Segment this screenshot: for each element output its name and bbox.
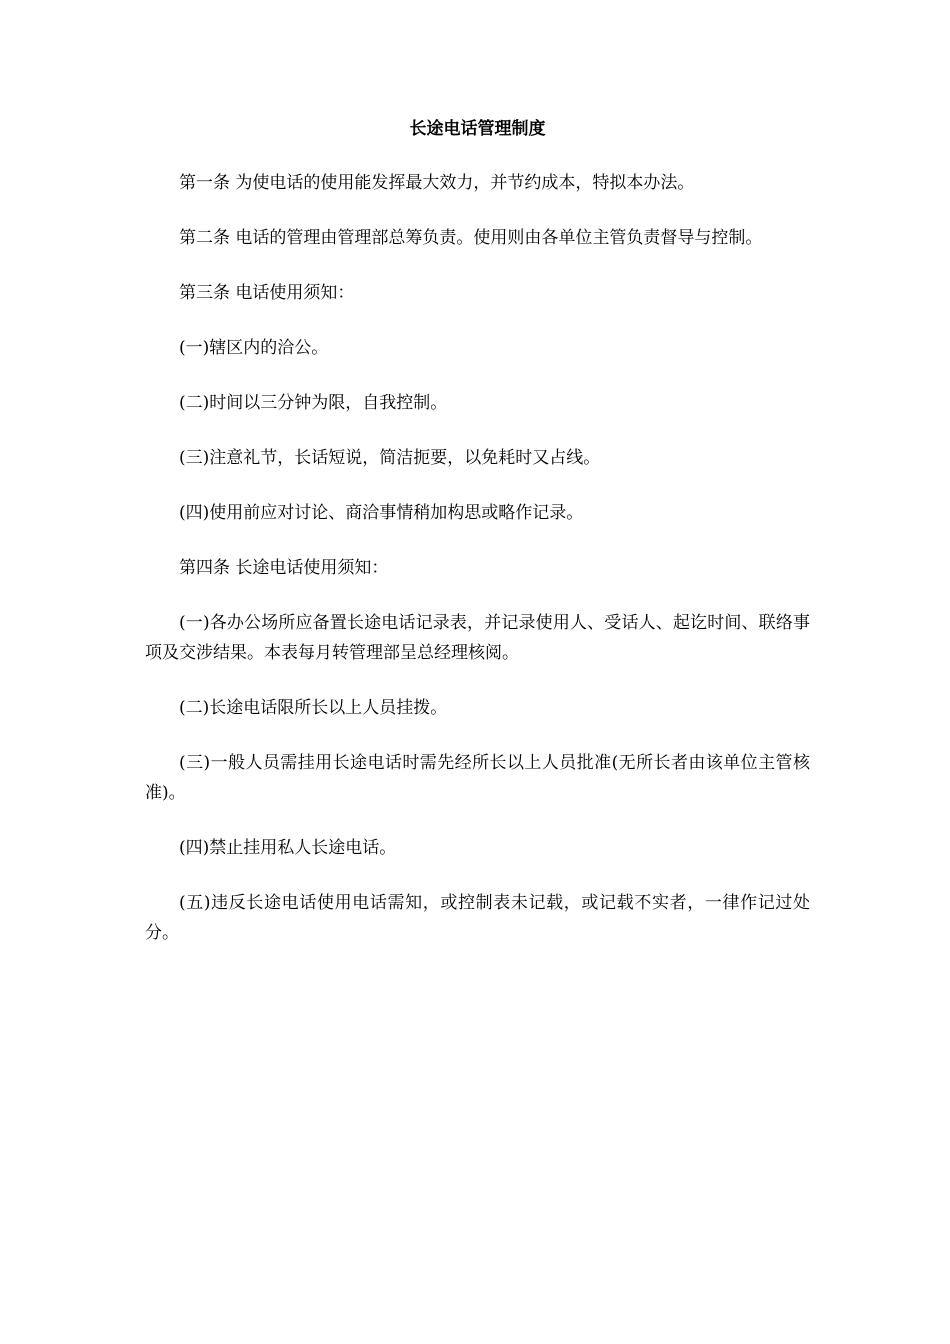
article-4-item-5: (五)违反长途电话使用电话需知，或控制表未记载，或记载不实者，一律作记过处分。 bbox=[145, 893, 810, 943]
article-4-item-3: (三)一般人员需挂用长途电话时需先经所长以上人员批准(无所长者由该单位主管核准)。 bbox=[145, 753, 810, 803]
article-3-item-4: (四)使用前应对讨论、商洽事情稍加构思或略作记录。 bbox=[179, 503, 584, 523]
article-4-item-2: (二)长途电话限所长以上人员挂拨。 bbox=[179, 698, 448, 718]
article-3-heading: 第三条 电话使用须知： bbox=[179, 283, 355, 303]
article-4-item-1: (一)各办公场所应备置长途电话记录表，并记录使用人、受话人、起讫时间、联络事项及交涉结果。本表每月转管理部呈总经理核阅。 bbox=[145, 613, 810, 663]
article-4-item-4: (四)禁止挂用私人长途电话。 bbox=[179, 838, 397, 858]
article-3-item-3: (三)注意礼节，长话短说，简洁扼要，以免耗时又占线。 bbox=[179, 448, 601, 468]
article-2: 第二条 电话的管理由管理部总筹负责。使用则由各单位主管负责督导与控制。 bbox=[179, 228, 763, 248]
article-3-item-1: (一)辖区内的洽公。 bbox=[179, 338, 329, 358]
article-3-item-2: (二)时间以三分钟为限，自我控制。 bbox=[179, 393, 448, 413]
article-1: 第一条 为使电话的使用能发挥最大效力，并节约成本，特拟本办法。 bbox=[179, 173, 695, 193]
article-4-heading: 第四条 长途电话使用须知： bbox=[179, 558, 389, 578]
document-body bbox=[145, 114, 810, 948]
document-title: 长途电话管理制度 bbox=[409, 119, 546, 139]
